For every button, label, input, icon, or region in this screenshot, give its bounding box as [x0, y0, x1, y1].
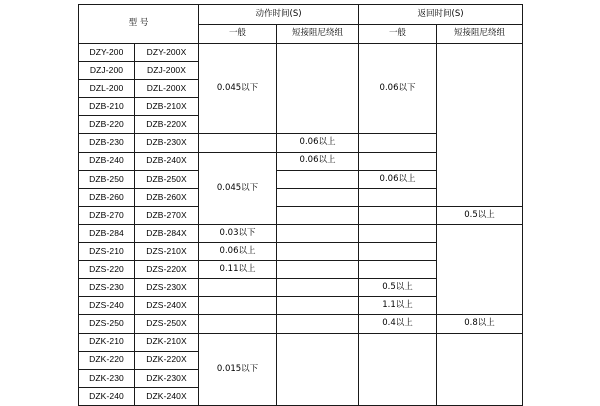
cell-model-x: DZS-240X [135, 297, 199, 315]
cell-return-general [359, 206, 437, 224]
cell-model: DZB-260 [79, 188, 135, 206]
cell-action-damping: 0.06以上 [277, 152, 359, 170]
cell-model: DZS-230 [79, 279, 135, 297]
cell-model-x: DZB-230X [135, 134, 199, 152]
cell-action-general: 0.045以下 [199, 44, 277, 134]
table-header-row-group [79, 5, 523, 25]
cell-return-general [359, 134, 437, 152]
cell-model: DZB-250 [79, 170, 135, 188]
cell-model-x: DZK-210X [135, 333, 199, 351]
cell-model: DZS-240 [79, 297, 135, 315]
cell-model-x: DZB-270X [135, 206, 199, 224]
cell-action-damping [277, 243, 359, 261]
cell-model-x: DZS-220X [135, 261, 199, 279]
cell-action-damping [277, 261, 359, 279]
header-model-group: 型 号 [79, 5, 199, 44]
header-return-time: 返回时间(S) [359, 5, 523, 25]
table-row [79, 333, 523, 351]
cell-return-damping [437, 333, 523, 405]
cell-model-x: DZB-240X [135, 152, 199, 170]
cell-model-x: DZS-210X [135, 243, 199, 261]
cell-return-general: 0.5以上 [359, 279, 437, 297]
cell-model: DZJ-200 [79, 62, 135, 80]
header-action-time: 动作时间(S) [199, 5, 359, 25]
cell-model-x: DZS-250X [135, 315, 199, 333]
table-body [79, 44, 523, 406]
cell-model-x: DZY-200X [135, 44, 199, 62]
cell-model-x: DZB-284X [135, 224, 199, 242]
cell-model-x: DZB-250X [135, 170, 199, 188]
cell-model: DZS-220 [79, 261, 135, 279]
cell-model: DZB-240 [79, 152, 135, 170]
header-return-damping: 短接阻尼绕组 [437, 25, 523, 44]
cell-return-general [359, 243, 437, 261]
cell-model: DZK-210 [79, 333, 135, 351]
cell-action-damping [277, 44, 359, 134]
cell-return-general [359, 333, 437, 405]
table-row [79, 315, 523, 333]
header-action-general: 一般 [199, 25, 277, 44]
cell-action-damping [277, 170, 359, 188]
cell-model: DZB-270 [79, 206, 135, 224]
cell-action-general [199, 134, 277, 152]
cell-action-general [199, 297, 277, 315]
cell-return-general: 0.4以上 [359, 315, 437, 333]
cell-model: DZK-230 [79, 369, 135, 387]
cell-action-damping [277, 315, 359, 333]
cell-return-damping [437, 224, 523, 314]
cell-action-damping: 0.06以上 [277, 134, 359, 152]
specification-table [78, 4, 523, 406]
cell-model-x: DZK-230X [135, 369, 199, 387]
cell-model: DZB-284 [79, 224, 135, 242]
cell-return-damping: 0.8以上 [437, 315, 523, 333]
cell-model: DZS-210 [79, 243, 135, 261]
cell-return-general: 1.1以上 [359, 297, 437, 315]
table-header [79, 5, 523, 44]
cell-model-x: DZK-240X [135, 387, 199, 405]
cell-model: DZY-200 [79, 44, 135, 62]
cell-model: DZK-220 [79, 351, 135, 369]
table-row [79, 224, 523, 242]
cell-action-general [199, 315, 277, 333]
cell-action-general: 0.06以上 [199, 243, 277, 261]
cell-action-general: 0.03以下 [199, 224, 277, 242]
cell-action-damping [277, 333, 359, 405]
cell-model: DZB-210 [79, 98, 135, 116]
cell-action-damping [277, 206, 359, 224]
cell-action-damping [277, 224, 359, 242]
cell-model: DZS-250 [79, 315, 135, 333]
cell-model: DZL-200 [79, 80, 135, 98]
cell-return-damping: 0.5以上 [437, 206, 523, 224]
cell-action-general [199, 279, 277, 297]
cell-model-x: DZJ-200X [135, 62, 199, 80]
header-action-damping: 短接阻尼绕组 [277, 25, 359, 44]
cell-return-damping [437, 44, 523, 207]
cell-model-x: DZS-230X [135, 279, 199, 297]
cell-model: DZB-220 [79, 116, 135, 134]
cell-return-general [359, 224, 437, 242]
cell-return-general: 0.06以上 [359, 170, 437, 188]
cell-action-damping [277, 279, 359, 297]
cell-model: DZK-240 [79, 387, 135, 405]
cell-action-damping [277, 297, 359, 315]
cell-model-x: DZK-220X [135, 351, 199, 369]
cell-action-damping [277, 188, 359, 206]
cell-model-x: DZB-220X [135, 116, 199, 134]
cell-model: DZB-230 [79, 134, 135, 152]
cell-return-general [359, 188, 437, 206]
table-row [79, 44, 523, 62]
table-row [79, 206, 523, 224]
cell-action-general: 0.015以下 [199, 333, 277, 405]
cell-model-x: DZL-200X [135, 80, 199, 98]
cell-model-x: DZB-210X [135, 98, 199, 116]
cell-return-general: 0.06以下 [359, 44, 437, 134]
header-return-general: 一般 [359, 25, 437, 44]
cell-return-general [359, 261, 437, 279]
cell-model-x: DZB-260X [135, 188, 199, 206]
cell-action-general: 0.045以下 [199, 152, 277, 224]
cell-return-general [359, 152, 437, 170]
cell-action-general: 0.11以上 [199, 261, 277, 279]
